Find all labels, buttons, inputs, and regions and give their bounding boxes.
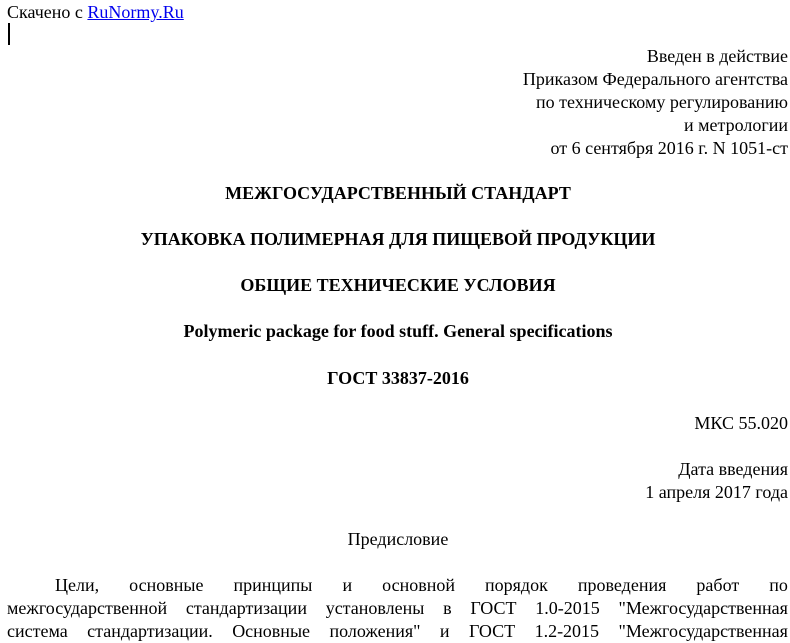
intro-date-value: 1 апреля 2017 года — [645, 482, 788, 502]
standard-code: ГОСТ 33837-2016 — [327, 368, 469, 388]
foreword-line-2-word: 1.0-2015 — [535, 598, 600, 618]
foreword-line-3-word: стандартизации. — [87, 621, 213, 641]
foreword-line-3-word: 1.2-2015 — [534, 621, 600, 641]
foreword-line-1-word: порядок — [485, 575, 548, 595]
foreword-line-2-word: ГОСТ — [470, 598, 517, 618]
foreword-line-2-word: стандартизации — [185, 598, 307, 618]
foreword-line-1-word: Цели, — [55, 575, 100, 595]
foreword-heading: Предисловие — [347, 529, 449, 549]
intro-line-4: и метрологии — [684, 115, 788, 135]
foreword-line-3 — [7, 620, 788, 643]
foreword-line-1-word: проведения — [577, 575, 667, 595]
source-prefix: Скачено с — [7, 2, 88, 22]
conditions-title: ОБЩИЕ ТЕХНИЧЕСКИЕ УСЛОВИЯ — [240, 275, 556, 295]
intro-line-2: Приказом Федерального агентства — [522, 69, 788, 89]
source-line — [7, 1, 184, 24]
foreword-line-3-word: "Межгосударственная — [618, 621, 788, 641]
foreword-line-2-word: "Межгосударственная — [618, 598, 788, 618]
foreword-line-1-word: по — [769, 575, 788, 595]
foreword-line-1-word: основные — [129, 575, 204, 595]
english-title: Polymeric package for food stuff. General specifications — [183, 321, 613, 341]
foreword-line-2 — [7, 597, 788, 620]
foreword-line-3-word: Основные — [232, 621, 311, 641]
foreword-line-1 — [55, 574, 788, 597]
foreword-line-2-word: межгосударственной — [7, 598, 168, 618]
foreword-line-1-word: принципы — [233, 575, 313, 595]
subject-title: УПАКОВКА ПОЛИМЕРНАЯ ДЛЯ ПИЩЕВОЙ ПРОДУКЦИИ — [140, 229, 656, 249]
intro-line-5: от 6 сентября 2016 г. N 1051-ст — [550, 138, 788, 158]
source-link[interactable]: RuNormy.Ru — [87, 2, 184, 22]
foreword-line-2-word: в — [443, 598, 452, 618]
intro-date-label: Дата введения — [678, 459, 788, 479]
standard-type-title: МЕЖГОСУДАРСТВЕННЫЙ СТАНДАРТ — [225, 183, 571, 203]
intro-line-3: по техническому регулированию — [535, 92, 788, 112]
foreword-line-2-word: установлены — [325, 598, 425, 618]
foreword-line-1-word: работ — [696, 575, 740, 595]
foreword-line-1-word: основной — [382, 575, 455, 595]
foreword-line-3-word: и — [439, 621, 450, 641]
intro-line-1: Введен в действие — [646, 46, 788, 66]
foreword-line-3-word: система — [7, 621, 68, 641]
mks-code: МКС 55.020 — [694, 413, 788, 433]
foreword-line-3-word: положения" — [329, 621, 421, 641]
foreword-line-1-word: и — [342, 575, 353, 595]
text-cursor — [8, 23, 10, 45]
foreword-line-3-word: ГОСТ — [468, 621, 516, 641]
